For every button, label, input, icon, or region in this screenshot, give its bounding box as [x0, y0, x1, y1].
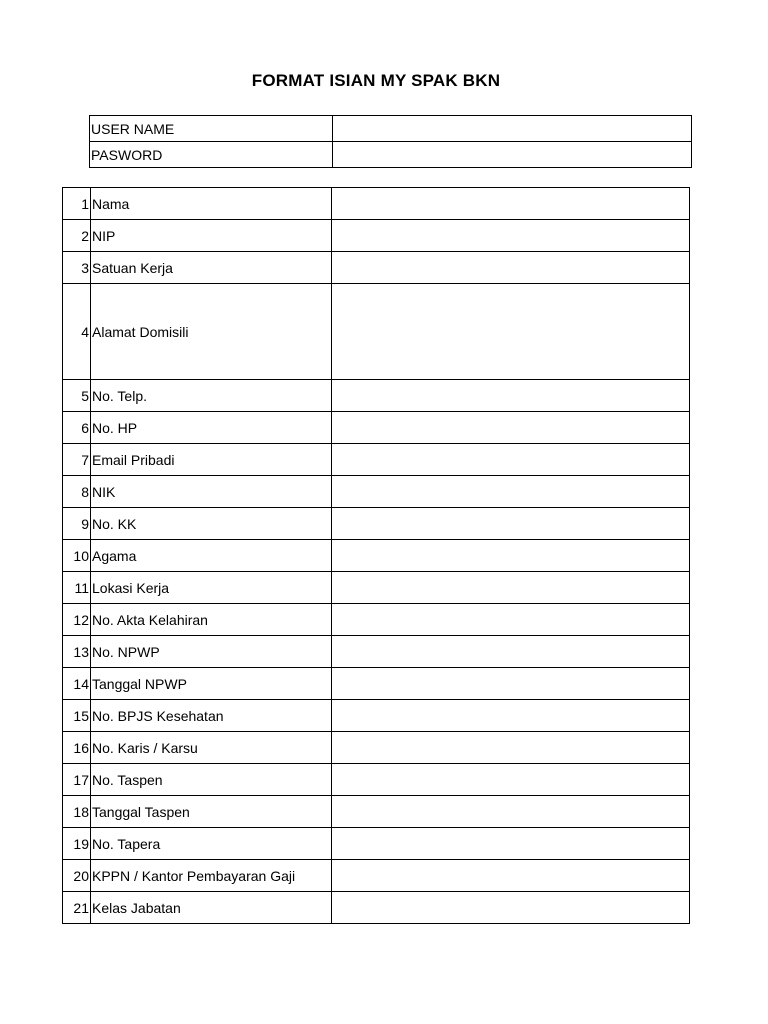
table-row [63, 220, 690, 252]
row-number: 5 [63, 380, 91, 412]
table-row [63, 284, 690, 380]
field-value-input[interactable] [332, 636, 690, 668]
table-row [63, 412, 690, 444]
field-label: No. Taspen [91, 764, 332, 796]
field-value-input[interactable] [332, 444, 690, 476]
table-row [63, 732, 690, 764]
field-value-input[interactable] [332, 572, 690, 604]
field-label: Kelas Jabatan [91, 892, 332, 924]
row-number: 17 [63, 764, 91, 796]
row-number: 14 [63, 668, 91, 700]
table-row [63, 636, 690, 668]
field-value-input[interactable] [332, 508, 690, 540]
row-number: 7 [63, 444, 91, 476]
field-value-input[interactable] [332, 252, 690, 284]
table-row [63, 828, 690, 860]
field-value-input[interactable] [332, 860, 690, 892]
row-number: 10 [63, 540, 91, 572]
field-label: KPPN / Kantor Pembayaran Gaji [91, 860, 332, 892]
table-row [63, 604, 690, 636]
row-number: 11 [63, 572, 91, 604]
row-number: 9 [63, 508, 91, 540]
username-field[interactable] [333, 116, 692, 142]
table-row [63, 508, 690, 540]
field-label: Alamat Domisili [91, 284, 332, 380]
field-label: Satuan Kerja [91, 252, 332, 284]
field-label: No. NPWP [91, 636, 332, 668]
password-row [90, 142, 692, 168]
field-value-input[interactable] [332, 476, 690, 508]
field-value-input[interactable] [332, 764, 690, 796]
table-row [63, 892, 690, 924]
row-number: 20 [63, 860, 91, 892]
field-value-input[interactable] [332, 828, 690, 860]
username-row [90, 116, 692, 142]
password-label: PASWORD [90, 142, 333, 168]
table-row [63, 860, 690, 892]
table-row [63, 700, 690, 732]
row-number: 18 [63, 796, 91, 828]
form-body [63, 188, 690, 924]
row-number: 13 [63, 636, 91, 668]
table-row [63, 476, 690, 508]
field-value-input[interactable] [332, 700, 690, 732]
field-label: NIK [91, 476, 332, 508]
table-row [63, 540, 690, 572]
row-number: 4 [63, 284, 91, 380]
row-number: 19 [63, 828, 91, 860]
field-label: No. BPJS Kesehatan [91, 700, 332, 732]
row-number: 3 [63, 252, 91, 284]
field-value-input[interactable] [332, 380, 690, 412]
field-label: Email Pribadi [91, 444, 332, 476]
field-value-input[interactable] [332, 668, 690, 700]
table-row [63, 252, 690, 284]
field-label: NIP [91, 220, 332, 252]
field-label: Tanggal NPWP [91, 668, 332, 700]
field-value-input[interactable] [332, 220, 690, 252]
table-row [63, 668, 690, 700]
field-value-input[interactable] [332, 540, 690, 572]
row-number: 6 [63, 412, 91, 444]
username-label: USER NAME [90, 116, 333, 142]
field-value-input[interactable] [332, 732, 690, 764]
field-label: Tanggal Taspen [91, 796, 332, 828]
field-value-input[interactable] [332, 796, 690, 828]
field-value-input[interactable] [332, 284, 690, 380]
field-label: No. Telp. [91, 380, 332, 412]
row-number: 12 [63, 604, 91, 636]
field-value-input[interactable] [332, 604, 690, 636]
field-label: Lokasi Kerja [91, 572, 332, 604]
row-number: 15 [63, 700, 91, 732]
field-label: Nama [91, 188, 332, 220]
field-value-input[interactable] [332, 412, 690, 444]
field-label: No. HP [91, 412, 332, 444]
table-row [63, 380, 690, 412]
field-value-input[interactable] [332, 892, 690, 924]
field-value-input[interactable] [332, 188, 690, 220]
table-row [63, 572, 690, 604]
table-row [63, 188, 690, 220]
field-label: No. Karis / Karsu [91, 732, 332, 764]
field-label: No. Akta Kelahiran [91, 604, 332, 636]
password-field[interactable] [333, 142, 692, 168]
table-row [63, 796, 690, 828]
row-number: 16 [63, 732, 91, 764]
field-label: No. Tapera [91, 828, 332, 860]
field-label: Agama [91, 540, 332, 572]
table-row [63, 764, 690, 796]
page-title: FORMAT ISIAN MY SPAK BKN [251, 71, 501, 90]
row-number: 1 [63, 188, 91, 220]
row-number: 8 [63, 476, 91, 508]
row-number: 2 [63, 220, 91, 252]
form-table [62, 187, 690, 924]
row-number: 21 [63, 892, 91, 924]
login-table [89, 115, 692, 168]
field-label: No. KK [91, 508, 332, 540]
table-row [63, 444, 690, 476]
